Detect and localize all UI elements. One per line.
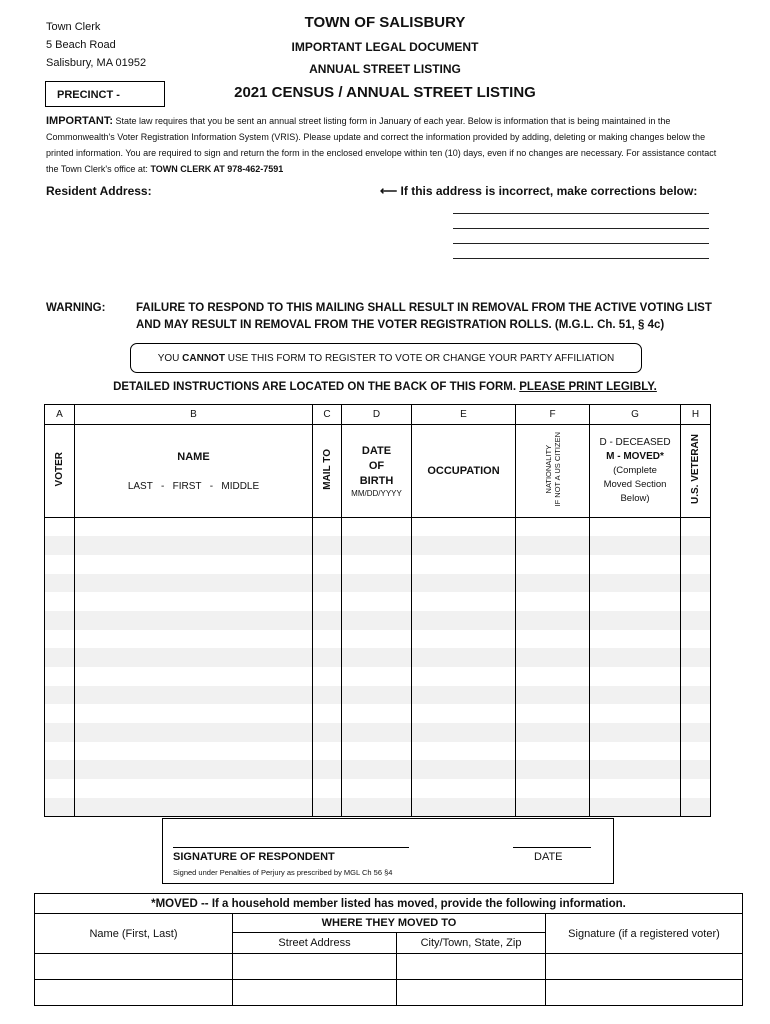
signature-label: SIGNATURE OF RESPONDENT <box>173 851 335 863</box>
main-title: 2021 CENSUS / ANNUAL STREET LISTING <box>234 84 536 101</box>
table-row[interactable] <box>45 779 711 798</box>
col-letter: G <box>590 405 681 425</box>
important-notice <box>46 113 726 177</box>
occupation-header-text: OCCUPATION <box>427 465 500 477</box>
moved-city-header: City/Town, State, Zip <box>397 932 546 953</box>
moved-row[interactable] <box>35 980 743 1006</box>
signature-line[interactable] <box>173 847 409 848</box>
col-letter: A <box>45 405 75 425</box>
moved-street-header: Street Address <box>233 932 397 953</box>
name-subheader: LAST - FIRST - MIDDLE <box>127 480 260 492</box>
nationality-header <box>516 425 590 518</box>
clerk-line: Town Clerk <box>46 21 101 33</box>
date-label: DATE <box>534 851 563 863</box>
col-letter: D <box>342 405 412 425</box>
street-listing-table <box>44 404 711 817</box>
notice-pre: YOU <box>157 353 183 364</box>
warning-line-1: FAILURE TO RESPOND TO THIS MAILING SHALL RESULT IN REMOVAL FROM THE ACTIVE VOTING LIST <box>136 302 712 314</box>
col-letter: B <box>75 405 313 425</box>
precinct-label: PRECINCT - <box>57 89 120 101</box>
important-lead: IMPORTANT: <box>46 115 114 127</box>
moved-sub: (Complete Moved Section Below) <box>603 465 667 504</box>
notice-emph: CANNOT <box>182 353 225 364</box>
moved-title: *MOVED -- If a household member listed has moved, provide the following information. <box>35 894 743 914</box>
clerk-line: 5 Beach Road <box>46 39 116 51</box>
correction-label: If this address is incorrect, make corrections below: <box>400 184 698 198</box>
col-letter: F <box>516 405 590 425</box>
occupation-header <box>412 425 516 518</box>
table-row[interactable] <box>45 555 711 574</box>
correction-line-2[interactable] <box>453 228 709 229</box>
table-row[interactable] <box>45 686 711 705</box>
warning-label: WARNING: <box>46 302 106 314</box>
mailto-header <box>313 425 342 518</box>
table-row[interactable] <box>45 536 711 555</box>
signature-box <box>162 818 614 884</box>
mailto-header-text: MAIL TO <box>321 449 333 490</box>
name-header <box>75 425 313 518</box>
moved-signature-header: Signature (if a registered voter) <box>546 914 743 954</box>
voter-header <box>45 425 75 518</box>
col-letter: H <box>681 405 711 425</box>
table-row[interactable] <box>45 723 711 742</box>
correction-line-4[interactable] <box>453 258 709 259</box>
correction-line-3[interactable] <box>453 243 709 244</box>
col-letter: C <box>313 405 342 425</box>
nationality-sub: IF NOT A US CITIZEN <box>552 432 562 507</box>
nationality-header-text <box>544 432 562 506</box>
clerk-line: Salisbury, MA 01952 <box>46 57 147 69</box>
arrow-left-icon: ⟵ <box>380 184 398 198</box>
dob-subheader: MM/DD/YYYY <box>351 489 402 498</box>
veteran-header-text: U.S. VETERAN <box>690 434 701 505</box>
dob-header <box>342 425 412 518</box>
table-row[interactable] <box>45 798 711 817</box>
correction-prompt <box>380 184 697 198</box>
col-letter: E <box>412 405 516 425</box>
clerk-address <box>46 18 146 72</box>
table-row[interactable] <box>45 518 711 537</box>
correction-line-1[interactable] <box>453 213 709 214</box>
town-title: TOWN OF SALISBURY <box>304 14 466 31</box>
veteran-header <box>681 425 711 518</box>
important-body: State law requires that you be sent an annual street listing form in January of each year. Below is information that is being maintained in the Commonwealth's Voter Registration Information System (VRIS). Please update and correct the information provided by adding, deleting or making changes below the printed information. You are required to sign and return the form in the enclosed envelope within ten (10) days, even if no changes are necessary. For assistance contact the Town Clerk's office at: <box>46 116 717 174</box>
resident-address-label: Resident Address: <box>46 184 152 198</box>
warning-line-2: AND MAY RESULT IN REMOVAL FROM THE VOTER REGISTRATION ROLLS. (M.G.L. Ch. 51, § 4c) <box>136 319 665 331</box>
instructions-text: DETAILED INSTRUCTIONS ARE LOCATED ON THE BACK OF THIS FORM. <box>113 381 520 393</box>
table-row[interactable] <box>45 648 711 667</box>
cannot-register-notice <box>130 343 642 373</box>
notice-post: USE THIS FORM TO REGISTER TO VOTE OR CHANGE YOUR PARTY AFFILIATION <box>224 353 615 364</box>
nationality-label: NATIONALITY <box>543 445 553 494</box>
table-row[interactable] <box>45 704 711 723</box>
moved-label: M - MOVED* <box>606 451 664 462</box>
date-line[interactable] <box>513 847 591 848</box>
status-header <box>590 425 681 518</box>
table-row[interactable] <box>45 630 711 649</box>
column-header-row <box>45 425 711 518</box>
table-row[interactable] <box>45 742 711 761</box>
moved-name-header: Name (First, Last) <box>35 914 233 954</box>
table-row[interactable] <box>45 574 711 593</box>
table-row[interactable] <box>45 667 711 686</box>
table-row[interactable] <box>45 611 711 630</box>
instructions-line <box>60 381 710 393</box>
moved-section-table <box>34 893 743 1006</box>
important-contact: TOWN CLERK AT 978-462-7591 <box>150 164 284 174</box>
subtitle: ANNUAL STREET LISTING <box>309 62 461 76</box>
perjury-note: Signed under Penalties of Perjury as prescribed by MGL Ch 56 §4 <box>173 868 393 877</box>
voter-header-text: VOTER <box>54 452 65 487</box>
column-letters-row <box>45 405 711 425</box>
precinct-box <box>45 81 165 107</box>
dob-header-text: DATE OF BIRTH <box>359 445 394 487</box>
moved-where-header: WHERE THEY MOVED TO <box>233 914 546 933</box>
doc-type: IMPORTANT LEGAL DOCUMENT <box>291 40 479 54</box>
name-header-text: NAME <box>177 450 210 463</box>
warning-block <box>46 300 712 334</box>
table-row[interactable] <box>45 592 711 611</box>
table-row[interactable] <box>45 760 711 779</box>
deceased-label: D - DECEASED <box>599 437 671 448</box>
instructions-underlined: PLEASE PRINT LEGIBLY. <box>519 381 657 393</box>
moved-row[interactable] <box>35 954 743 980</box>
